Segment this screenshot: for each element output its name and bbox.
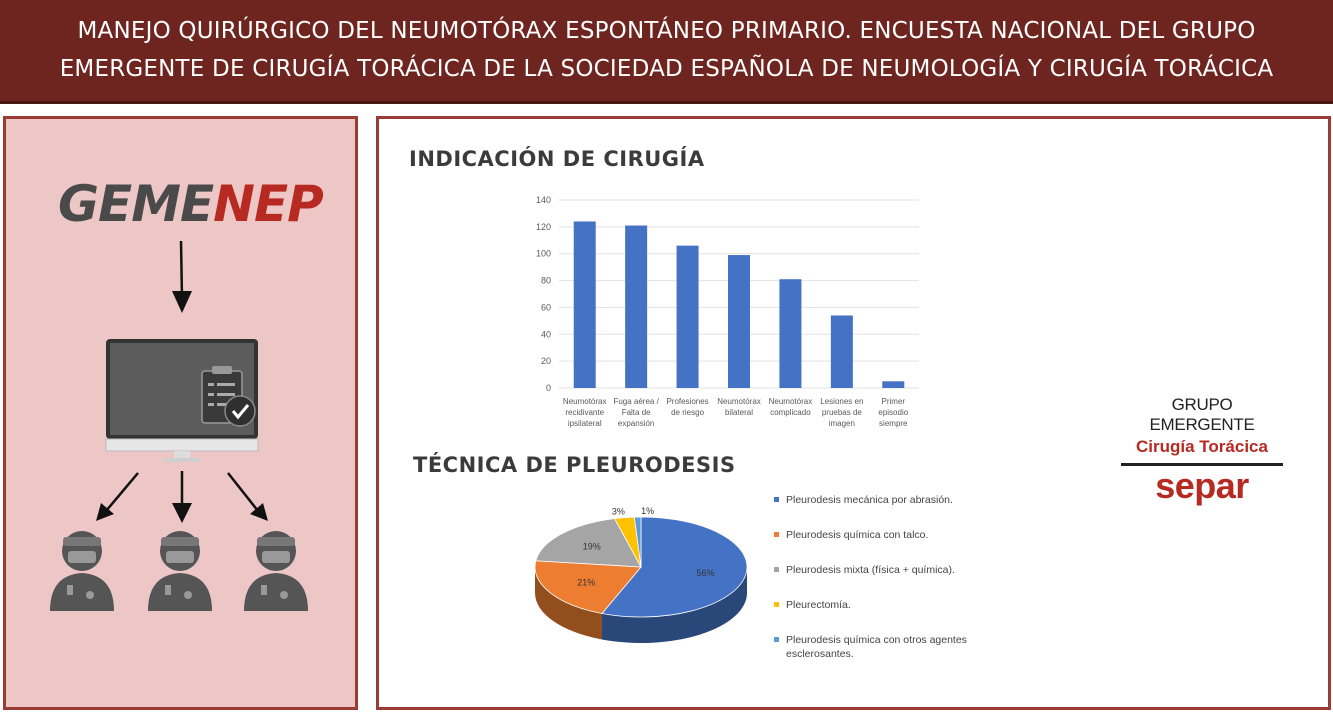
- left-panel: [3, 116, 358, 710]
- surgeon-icon: [50, 531, 114, 611]
- logo-red-part: NEP: [213, 175, 323, 233]
- down-arrow-icon: [172, 241, 192, 313]
- separ-wordmark: separ: [1155, 465, 1249, 506]
- bar: [779, 279, 801, 388]
- legend-item: [774, 528, 994, 542]
- legend-item: [774, 563, 994, 577]
- x-tick-label: imagen: [828, 419, 855, 428]
- pleurodesis-technique-pie-chart: [529, 503, 759, 663]
- survey-flow-illustration: [6, 119, 355, 707]
- down-arrow-icon: [228, 473, 268, 521]
- x-tick-label: episodio: [878, 408, 909, 417]
- legend-swatch: [774, 567, 779, 572]
- legend-swatch: [774, 497, 779, 502]
- legend-swatch: [774, 532, 779, 537]
- y-tick-label: 20: [540, 356, 551, 367]
- y-tick-label: 40: [540, 329, 551, 340]
- poster-banner: [0, 0, 1333, 104]
- legend-swatch: [774, 602, 779, 607]
- legend-swatch: [774, 637, 779, 642]
- x-tick-label: ipsilateral: [567, 419, 602, 428]
- bar: [728, 255, 750, 388]
- x-tick-label: Neumotórax: [768, 397, 813, 406]
- surgery-indication-title: INDICACIÓN DE CIRUGÍA: [409, 147, 705, 171]
- logo-dark-part: GEME: [58, 175, 214, 233]
- bar: [574, 221, 596, 388]
- x-tick-label: complicado: [770, 408, 811, 417]
- y-tick-label: 80: [540, 275, 551, 286]
- legend-label: Pleurodesis química con talco.: [786, 529, 929, 541]
- banner-line-1: MANEJO QUIRÚRGICO DEL NEUMOTÓRAX ESPONTÁNEO PRIMARIO. ENCUESTA NACIONAL DEL GRUPO: [77, 18, 1256, 44]
- x-tick-label: Profesiones: [666, 397, 709, 406]
- y-tick-label: 0: [545, 383, 551, 393]
- x-tick-label: pruebas de: [821, 408, 862, 417]
- pleurodesis-technique-title: TÉCNICA DE PLEURODESIS: [413, 453, 736, 477]
- y-tick-label: 140: [535, 195, 551, 205]
- x-tick-label: Fuga aérea /: [613, 397, 659, 406]
- x-tick-label: de riesgo: [671, 408, 705, 417]
- x-tick-label: siempre: [879, 419, 908, 428]
- x-tick-label: Primer: [881, 397, 906, 406]
- bar: [677, 246, 699, 388]
- separ-line-2: Cirugía Torácica: [1136, 437, 1268, 456]
- legend-label: Pleurectomía.: [786, 599, 851, 611]
- separ-line-1: GRUPO EMERGENTE: [1149, 395, 1255, 434]
- pie-value-label: 1%: [641, 506, 655, 517]
- pie-value-label: 3%: [611, 506, 625, 517]
- y-tick-label: 120: [535, 221, 551, 232]
- x-tick-label: recidivante: [565, 408, 605, 417]
- legend-label: Pleurodesis mecánica por abrasión.: [786, 494, 953, 506]
- pie-value-label: 21%: [577, 577, 596, 588]
- pie-legend: [774, 493, 994, 682]
- bar: [831, 315, 853, 388]
- legend-item: [774, 598, 994, 612]
- legend-item: [774, 633, 994, 661]
- separ-logo: [1117, 389, 1287, 505]
- x-tick-label: Lesiones en: [820, 397, 864, 406]
- y-tick-label: 100: [535, 248, 551, 259]
- right-panel: [376, 116, 1331, 710]
- pie-value-label: 56%: [696, 567, 715, 578]
- x-tick-label: Neumotórax: [562, 397, 607, 406]
- surgeon-icon: [244, 531, 308, 611]
- banner-line-2: EMERGENTE DE CIRUGÍA TORÁCICA DE LA SOCIEDAD ESPAÑOLA DE NEUMOLOGÍA Y CIRUGÍA TORÁCICA: [59, 56, 1274, 82]
- bar: [625, 226, 647, 388]
- pie-value-label: 19%: [582, 541, 601, 552]
- x-tick-label: Neumotórax: [717, 397, 761, 406]
- legend-item: [774, 493, 994, 507]
- down-arrow-icon: [172, 471, 192, 523]
- legend-label: Pleurodesis química con otros agentes esclerosantes.: [786, 634, 967, 660]
- y-tick-label: 60: [540, 302, 551, 313]
- x-tick-label: bilateral: [724, 408, 754, 417]
- bar: [882, 381, 904, 388]
- x-tick-label: Falta de: [621, 408, 651, 417]
- x-tick-label: expansión: [617, 419, 655, 428]
- legend-label: Pleurodesis mixta (física + química).: [786, 564, 955, 576]
- down-arrow-icon: [96, 473, 138, 521]
- surgeon-icon: [148, 531, 212, 611]
- surgery-indication-bar-chart: [529, 191, 929, 441]
